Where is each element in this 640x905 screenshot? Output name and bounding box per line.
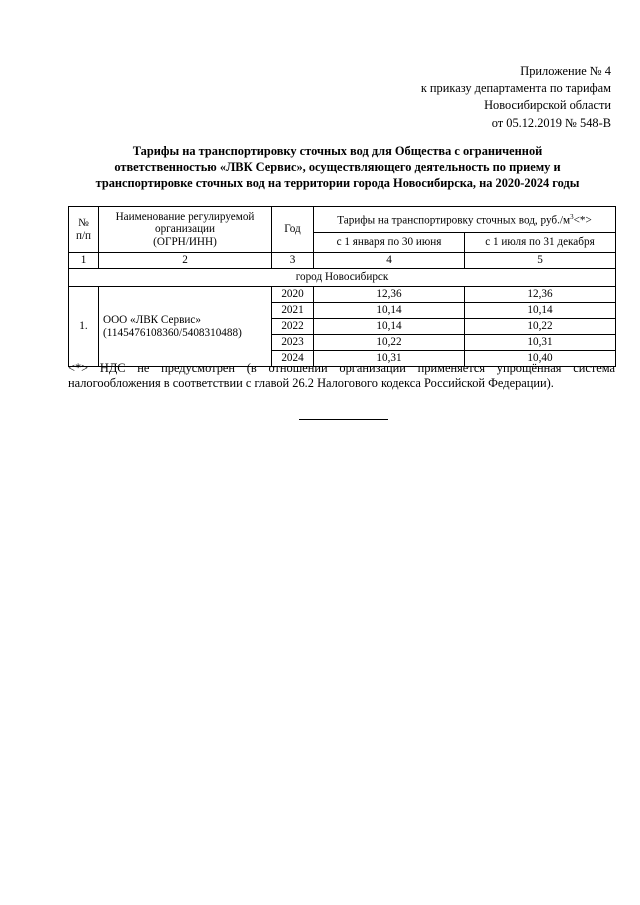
title-line-1: Тарифы на транспортировку сточных вод для Общества с ограниченной	[132, 144, 543, 158]
col-number-1: 1	[69, 253, 99, 269]
col-number-2: 2	[99, 253, 272, 269]
tariff-h1-cell: 10,14	[314, 303, 465, 319]
header-tariff-group	[314, 207, 616, 233]
appendix-line-1: Приложение № 4	[520, 64, 611, 78]
org-name: ООО «ЛВК Сервис»	[103, 314, 201, 326]
year-cell: 2022	[272, 319, 314, 335]
col-number-5: 5	[465, 253, 616, 269]
city-cell: город Новосибирск	[69, 269, 616, 287]
appendix-line-2: к приказу департамента по тарифам	[420, 81, 611, 96]
city-row	[69, 269, 616, 287]
footnote: <*> НДС не предусмотрен (в отношении организации применяется упрощённая система налогообложения в соответствии с главой 26.2 Налогового кодекса Российской Федерации).	[68, 361, 615, 390]
appendix-line-4: от 05.12.2019 № 548-В	[491, 115, 611, 130]
year-cell: 2023	[272, 335, 314, 351]
document-title	[60, 143, 615, 192]
header-org-line-1: Наименование регулируемой	[115, 210, 255, 223]
appendix-line-3: Новосибирской области	[484, 98, 611, 113]
tariff-h2-cell: 10,14	[465, 303, 616, 319]
tariff-h1-cell: 10,14	[314, 319, 465, 335]
tariff-h1-cell: 12,36	[314, 287, 465, 303]
org-cell	[99, 287, 272, 367]
header-period-1: с 1 января по 30 июня	[314, 232, 465, 252]
tariff-h1-cell: 10,31	[314, 351, 465, 367]
row-number: 1.	[69, 287, 99, 367]
header-tariff-sup: 3	[570, 213, 574, 222]
tariff-h1-cell: 10,22	[314, 335, 465, 351]
header-org-line-3: (ОГРН/ИНН)	[153, 235, 217, 248]
header-org-line-2: организации	[154, 223, 216, 236]
tariff-h2-cell: 10,31	[465, 335, 616, 351]
header-num-line-2: п/п	[75, 229, 92, 242]
tariff-h2-cell: 10,40	[465, 351, 616, 367]
header-row-1	[69, 207, 616, 233]
header-year: Год	[272, 207, 314, 253]
header-tariff-text: Тарифы на транспортировку сточных вод, руб./м	[337, 214, 571, 227]
tariff-h2-cell: 12,36	[465, 287, 616, 303]
header-tariff-note: <*>	[573, 214, 592, 227]
tariff-h2-cell: 10,22	[465, 319, 616, 335]
appendix-block	[421, 63, 611, 132]
header-num	[69, 207, 99, 253]
closing-rule	[299, 419, 388, 420]
year-cell: 2021	[272, 303, 314, 319]
column-number-row	[69, 253, 616, 269]
col-number-3: 3	[272, 253, 314, 269]
table-row	[69, 287, 616, 303]
title-line-2: ответственностью «ЛВК Сервис», осуществляющего деятельность по приему и	[114, 160, 561, 175]
header-org	[99, 207, 272, 253]
tariff-table	[68, 206, 616, 367]
col-number-4: 4	[314, 253, 465, 269]
header-num-line-1: №	[78, 217, 89, 229]
header-period-2: с 1 июля по 31 декабря	[465, 232, 616, 252]
title-line-3: транспортировке сточных вод на территории города Новосибирска, на 2020-2024 годы	[95, 176, 580, 191]
year-cell: 2020	[272, 287, 314, 303]
year-cell: 2024	[272, 351, 314, 367]
org-ids: (1145476108360/5408310488)	[103, 326, 242, 339]
